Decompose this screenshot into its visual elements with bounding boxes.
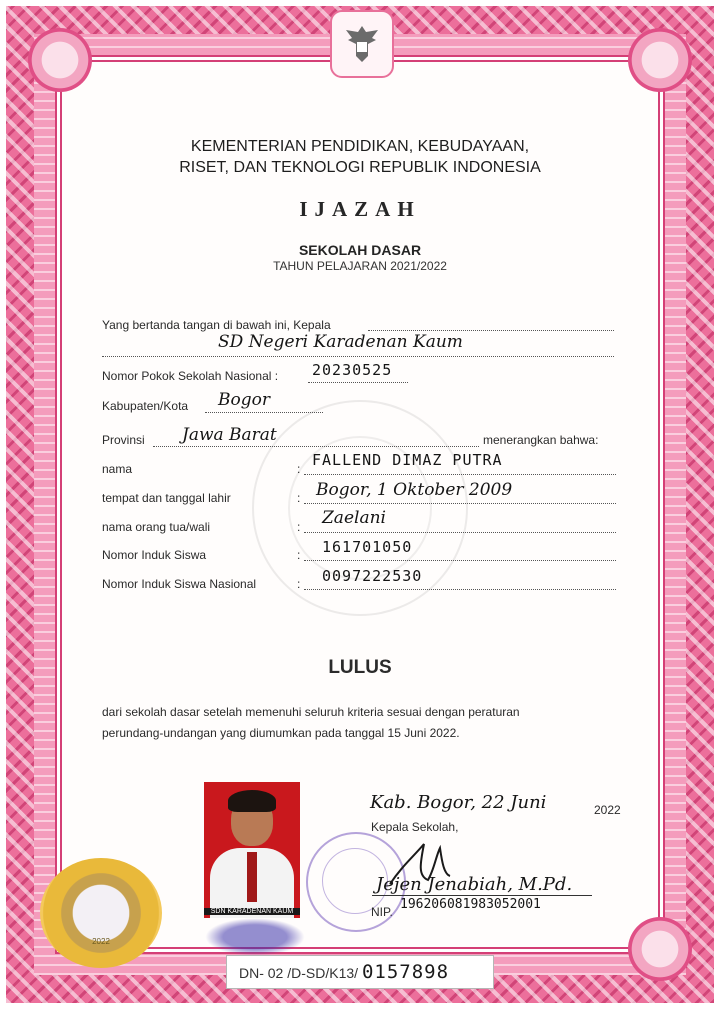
graduation-status: LULUS [328,657,392,678]
ministry-line-2: RISET, DAN TEKNOLOGI REPUBLIK INDONESIA [179,159,541,176]
corner-ornament-top-right [628,28,692,92]
dotted-line [304,503,616,504]
dotted-line [304,474,616,475]
nama-value: FALLEND DIMAZ PUTRA [312,451,503,469]
result-paragraph-line-2: perundang-undangan yang diumumkan pada tanggal 15 Juni 2022. [102,726,460,740]
dotted-line [153,446,479,447]
dotted-line [102,356,614,357]
corner-ornament-top-left [28,28,92,92]
signature-underline [372,895,592,896]
nisn-value: 0097222530 [322,567,423,585]
photo-hair [228,790,276,812]
dotted-line [304,589,616,590]
result-paragraph-line-1: dari sekolah dasar setelah memenuhi seluruh kriteria sesuai dengan peraturan [102,705,520,719]
ttl-value: Bogor, 1 Oktober 2009 [316,480,513,500]
signer-name: Jejen Jenabiah, M.Pd. [376,874,573,895]
ttl-label: tempat dan tanggal lahir [102,491,231,505]
kabupaten-value: Bogor [218,390,270,410]
serial-number: 0157898 [361,961,450,983]
nis-value: 161701050 [322,538,413,556]
dotted-line [368,330,614,331]
seal-year: 2022 [92,937,110,946]
intro-label: Yang bertanda tangan di bawah ini, Kepala [102,318,331,332]
dotted-line [304,532,616,533]
ministry-line-1: KEMENTERIAN PENDIDIKAN, KEBUDAYAAN, [190,138,530,155]
menerangkan-label: menerangkan bahwa: [483,433,599,447]
colon: : [297,548,301,562]
ortu-label: nama orang tua/wali [102,520,211,534]
school-name-value: SD Negeri Karadenan Kaum [218,332,463,352]
ortu-value: Zaelani [322,508,386,528]
npsn-value: 20230525 [312,361,393,379]
school-level: SEKOLAH DASAR [298,242,422,258]
dotted-line [308,382,408,383]
nisn-label: Nomor Induk Siswa Nasional [102,577,257,591]
ministry-header [0,136,720,178]
signature-role: Kepala Sekolah, [371,820,459,834]
garuda-emblem-icon [330,10,394,78]
academic-year: TAHUN PELAJARAN 2021/2022 [273,259,447,273]
dotted-line [304,560,616,561]
provinsi-label: Provinsi [102,433,145,447]
signature-year: 2022 [594,803,621,817]
dotted-line [205,412,323,413]
nip-value: 196206081983052001 [400,897,541,912]
tut-wuri-handayani-seal [40,858,162,968]
corner-ornament-bottom-right [628,917,692,981]
signature-place-date: Kab. Bogor, 22 Juni [370,792,547,813]
document-title: IJAZAH [299,197,421,221]
serial-number-box [226,955,494,989]
photo-caption: SDN KARADENAN KAUM [204,908,300,915]
provinsi-value: Jawa Barat [182,425,277,445]
kabupaten-label: Kabupaten/Kota [102,399,189,413]
nip-label: NIP. [371,905,393,919]
nama-label: nama [102,462,133,476]
thumbprint [205,918,305,956]
npsn-label: Nomor Pokok Sekolah Nasional : [102,369,279,383]
student-photo [204,782,300,918]
serial-prefix: DN- 02 /D-SD/K13/ [239,965,359,981]
nis-label: Nomor Induk Siswa [102,548,207,562]
colon: : [297,520,301,534]
colon: : [297,462,301,476]
photo-tie [247,852,257,902]
colon: : [297,577,301,591]
colon: : [297,491,301,505]
